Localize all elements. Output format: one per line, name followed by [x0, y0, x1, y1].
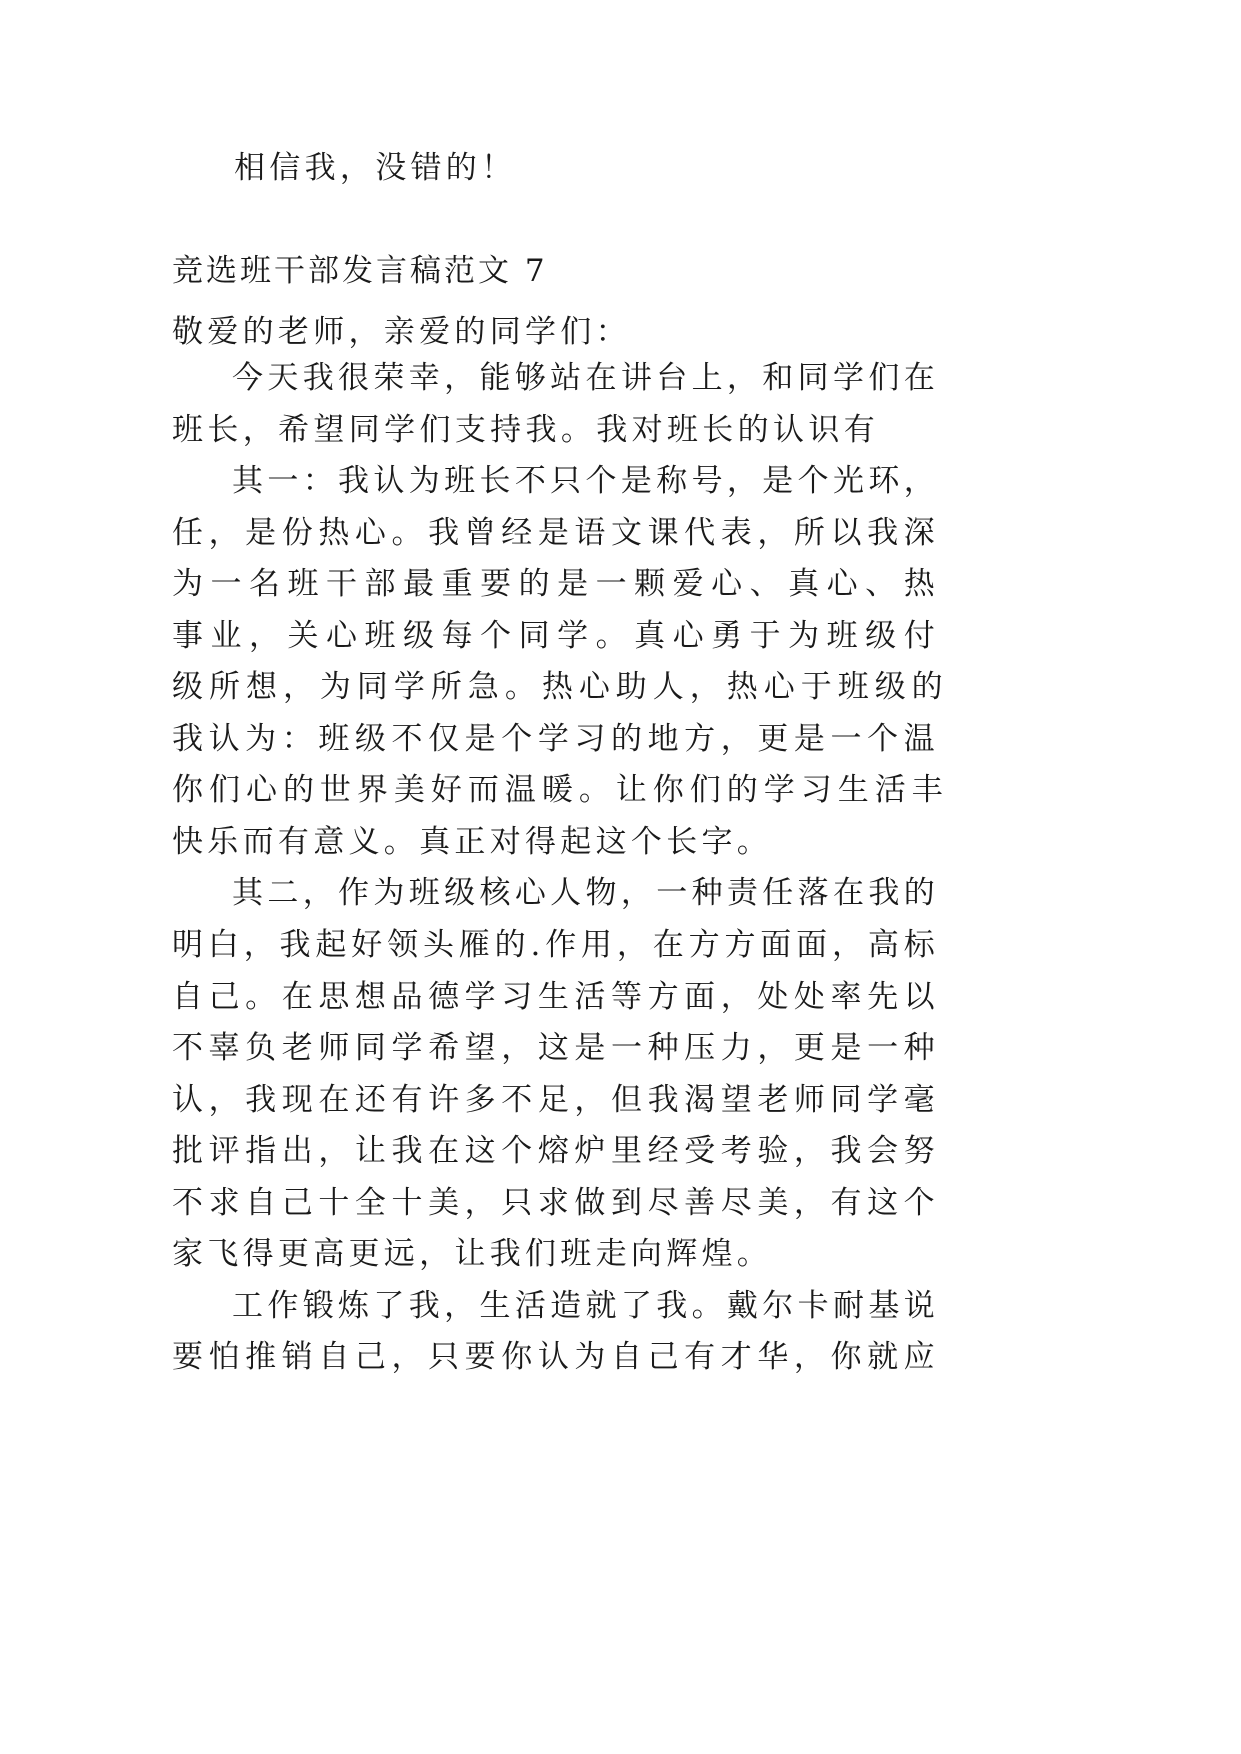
- closing-line: 相信我，没错的！: [234, 150, 517, 186]
- body-line: 家飞得更高更远，让我们班走向辉煌。: [172, 1236, 773, 1272]
- body-line: 工作锻炼了我，生活造就了我。戴尔卡耐基说: [232, 1288, 939, 1324]
- body-line: 班长，希望同学们支持我。我对班长的认识有: [172, 412, 879, 448]
- body-line: 批评指出，让我在这个熔炉里经受考验，我会努: [172, 1133, 939, 1169]
- body-line: 明白，我起好领头雁的.作用，在方方面面，高标: [172, 927, 939, 963]
- body-line: 不求自己十全十美，只求做到尽善尽美，有这个: [172, 1185, 939, 1221]
- body-line: 今天我很荣幸，能够站在讲台上，和同学们在: [232, 360, 939, 396]
- body-line: 我认为：班级不仅是个学习的地方，更是一个温: [172, 721, 939, 757]
- body-line: 不辜负老师同学希望，这是一种压力，更是一种: [172, 1030, 939, 1066]
- body-line: 其二，作为班级核心人物，一种责任落在我的: [232, 875, 939, 911]
- body-line: 其一：我认为班长不只个是称号，是个光环，: [232, 463, 939, 499]
- body-line: 你们心的世界美好而温暖。让你们的学习生活丰: [172, 772, 947, 808]
- document-heading: 竞选班干部发言稿范文 7: [172, 253, 548, 289]
- body-line: 事业，关心班级每个同学。真心勇于为班级付: [172, 618, 939, 654]
- body-line: 为一名班干部最重要的是一颗爱心、真心、热: [172, 566, 939, 602]
- body-line: 自己。在思想品德学习生活等方面，处处率先以: [172, 979, 939, 1015]
- body-line: 认，我现在还有许多不足，但我渴望老师同学毫: [172, 1082, 939, 1118]
- salutation: 敬爱的老师，亲爱的同学们：: [172, 314, 631, 350]
- body-line: 快乐而有意义。真正对得起这个长字。: [172, 824, 773, 860]
- body-line: 任，是份热心。我曾经是语文课代表，所以我深: [172, 515, 939, 551]
- body-line: 要怕推销自己，只要你认为自己有才华，你就应: [172, 1339, 939, 1375]
- body-line: 级所想，为同学所急。热心助人，热心于班级的: [172, 669, 947, 705]
